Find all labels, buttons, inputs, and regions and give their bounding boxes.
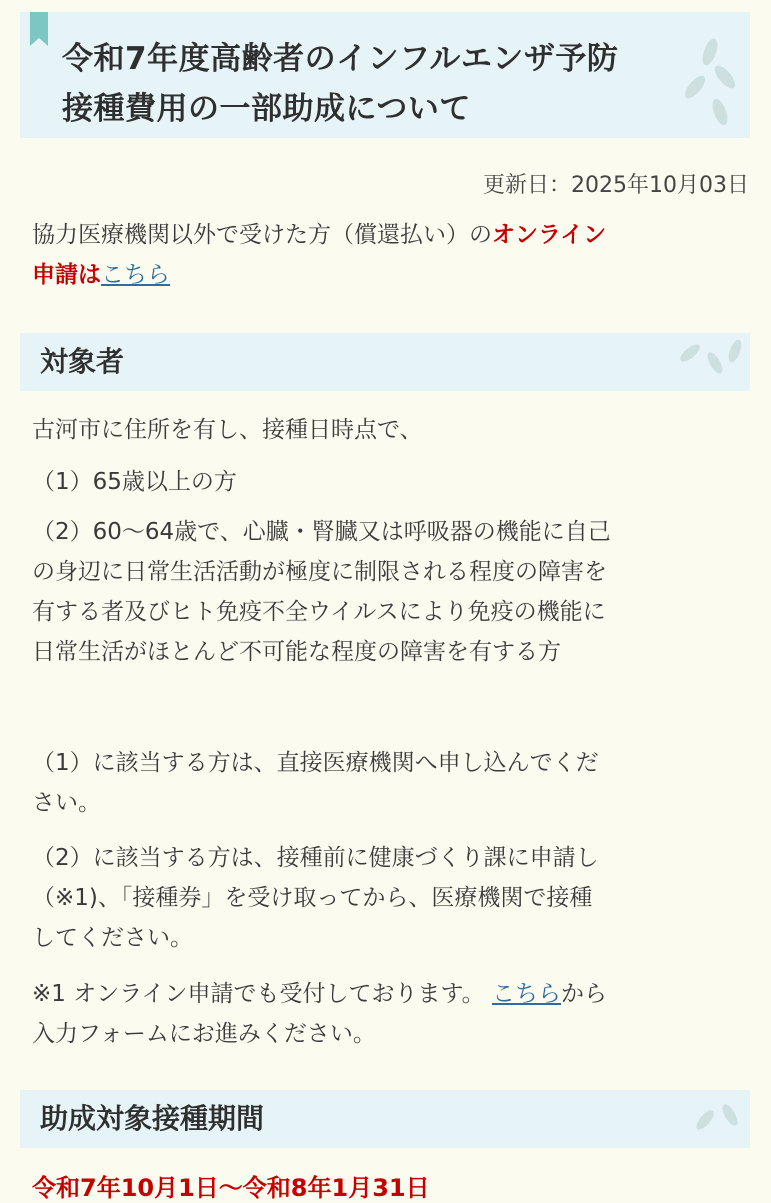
note-text: ※1 オンライン申請でも受付しております。 — [32, 981, 485, 1007]
intro-red-text1: オンライン — [492, 222, 607, 248]
section-heading-period: 助成対象接種期間 — [40, 1102, 265, 1135]
intro-text: 協力医療機関以外で受けた方（償還払い）の — [32, 222, 492, 248]
target-item-2-line: の身辺に日常生活活動が極度に制限される程度の障害を — [32, 559, 607, 585]
leaf-decoration-icon — [660, 333, 750, 391]
leaf-decoration-icon — [680, 1095, 750, 1148]
updated-date: 更新日：2025年10月03日 — [483, 173, 749, 198]
bookmark-icon — [30, 12, 48, 46]
note-online-application — [32, 974, 742, 1054]
instruction-2 — [32, 838, 742, 958]
target-item-1: （1）65歳以上の方 — [32, 469, 237, 495]
note-after: から — [561, 981, 607, 1007]
page-title-line1: 令和7年度高齢者のインフルエンザ予防 — [62, 41, 619, 77]
note-line2: 入力フォームにお進みください。 — [32, 1021, 376, 1047]
section-heading-box-period — [20, 1090, 750, 1148]
target-intro: 古河市に住所を有し、接種日時点で、 — [32, 417, 423, 443]
online-application-link[interactable]: こちら — [101, 262, 170, 288]
instruction-1 — [32, 743, 742, 823]
instruction-2-line: （2）に該当する方は、接種前に健康づくり課に申請し — [32, 845, 599, 871]
intro-red-text2: 申請は — [32, 262, 101, 288]
instruction-2-line: してください。 — [32, 925, 193, 951]
target-item-2 — [32, 512, 742, 672]
section-heading-box-target — [20, 333, 750, 391]
page-title — [62, 34, 742, 134]
instruction-1-line: さい。 — [32, 790, 101, 816]
intro-paragraph — [32, 215, 742, 295]
instruction-2-line: （※1)、「接種券」を受け取ってから、医療機関で接種 — [32, 885, 593, 911]
subsidy-period: 令和7年10月1日〜令和8年1月31日 — [32, 1174, 430, 1202]
section-heading-target: 対象者 — [40, 345, 125, 378]
page-title-line2: 接種費用の一部助成について — [62, 91, 471, 127]
page-title-box — [20, 12, 750, 138]
instruction-1-line: （1）に該当する方は、直接医療機関へ申し込んでくだ — [32, 750, 599, 776]
target-item-2-line: 有する者及びヒト免疫不全ウイルスにより免疫の機能に — [32, 599, 606, 625]
input-form-link[interactable]: こちら — [492, 981, 561, 1007]
target-item-2-line: （2）60〜64歳で、心臓・腎臓又は呼吸器の機能に自己 — [32, 519, 611, 545]
target-item-2-line: 日常生活がほとんど不可能な程度の障害を有する方 — [32, 639, 561, 665]
